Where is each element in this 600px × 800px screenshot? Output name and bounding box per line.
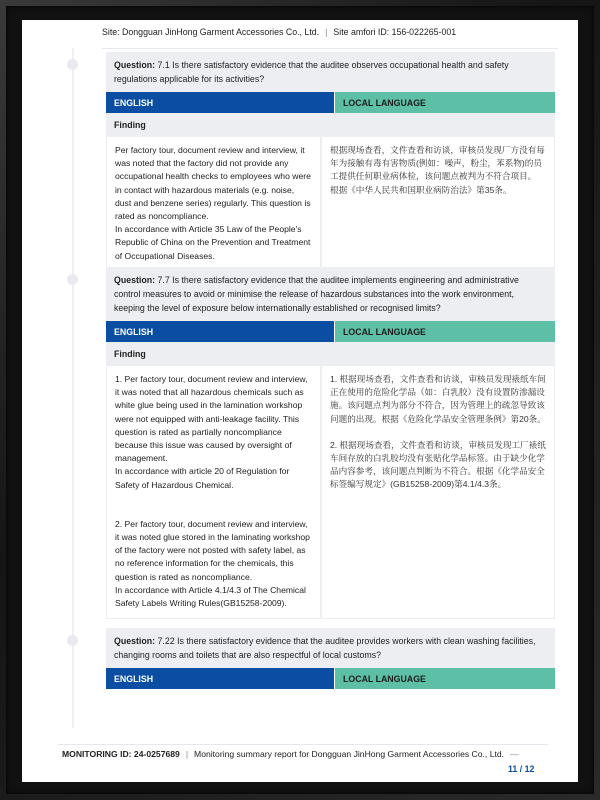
site-amfori-id: Site amfori ID: 156-022265-001 [333, 27, 457, 37]
english-column-header: ENGLISH [106, 92, 335, 113]
page-header [102, 27, 456, 37]
finding-label: Finding [106, 342, 555, 366]
page-number: 11 / 12 [508, 764, 535, 774]
language-header-row [106, 92, 555, 113]
finding-local-text: 根据现场查看，文件查看和访谈，审核员发现厂方没有每年为接触有毒有害物质(例如：噪声，粉尘，苯系物)的员工提供任何职业病体检，该问题点被判为不符合项目。 根据《中华人民共和国职业病防治法》第35条。 [330, 145, 545, 195]
monitoring-id: MONITORING ID: 24-0257689 [62, 749, 180, 759]
timeline-line [72, 48, 74, 728]
timeline-dot [67, 274, 78, 285]
report-title: Monitoring summary report for Dongguan JinHong Garment Accessories Co., Ltd. [194, 749, 505, 759]
finding-row [106, 366, 555, 619]
footer-divider [58, 744, 548, 745]
header-divider [102, 48, 558, 49]
question-block-7-1 [106, 52, 555, 272]
question-body: 7.1 Is there satisfactory evidence that the auditee observes occupational health and safety regulations applicable for its activities? [114, 60, 509, 84]
local-language-column-header: LOCAL LANGUAGE [335, 321, 555, 342]
report-page [22, 20, 578, 782]
english-column-header: ENGLISH [106, 321, 335, 342]
language-header-row [106, 321, 555, 342]
site-name: Site: Dongguan JinHong Garment Accessories Co., Ltd. [102, 27, 320, 37]
finding-english [107, 366, 322, 618]
language-header-row [106, 668, 555, 689]
local-language-column-header: LOCAL LANGUAGE [335, 92, 555, 113]
finding-english-item-2: 2. Per factory tour, document review and interview, it was noted glue stored in the laminating workshop of the factory were not posted with safety label, as no reference information for the chemicals, this question is rated as noncompliance. In accordance with Article 4.1/4.3 of The Chemical Safety Labels Writing Rules(GB15258-2009). [115, 518, 310, 609]
finding-row [106, 137, 555, 272]
question-block-7-22 [106, 628, 555, 689]
question-body: 7.7 Is there satisfactory evidence that the auditee implements engineering and administrative control measures to avoid or minimise the release of hazardous substances into the work environment, keeping the level of exposure below internationally established or recognised limits? [114, 275, 519, 313]
question-text [106, 628, 555, 668]
question-text [106, 52, 555, 92]
footer-dash: — [510, 749, 519, 759]
finding-local [322, 366, 554, 618]
finding-english [107, 137, 322, 271]
question-text [106, 267, 555, 321]
question-prefix: Question: [114, 60, 156, 70]
finding-local-item-2: 2. 根据现场查看，文件查看和访谈，审核员发现工厂裱纸车间存放的白乳胶均没有张贴化学品标签。由于缺少化学品内容参考，该问题点判断为不符合。根据《化学品安全标签编写规定》(GB15258-2009)第4.1/4.3条。 [330, 439, 546, 490]
finding-local [322, 137, 554, 271]
timeline-dot [67, 59, 78, 70]
page-footer [62, 749, 519, 759]
question-prefix: Question: [114, 275, 156, 285]
footer-separator: | [185, 749, 189, 759]
question-body: 7.22 Is there satisfactory evidence that the auditee provides workers with clean washing facilities, changing rooms and toilets that are also respectful of local customs? [114, 636, 536, 660]
timeline-dot [67, 635, 78, 646]
header-separator: | [325, 27, 328, 37]
question-prefix: Question: [114, 636, 156, 646]
local-language-column-header: LOCAL LANGUAGE [335, 668, 555, 689]
finding-english-item-1: 1. Per factory tour, document review and interview, it was noted that all hazardous chemicals such as white glue being used in the lamination workshop were not equipped with anti-leakage facility. This question is rated as partially noncompliance because this issue was caused by oversight of management. In accordance with article 20 of Regulation for Safety of Hazardous Chemical. [115, 374, 308, 490]
finding-english-text: Per factory tour, document review and interview, it was noted that the factory did not provide any occupational health checks to employees who were in contact with hazardous materials (e.g. noise, dust and benzene series) regularly. This question is rated as noncompliance. In accordance with Article 35 Law of the People's Republic of China on the Prevention and Treatment of Occupational Diseases. [115, 145, 311, 261]
finding-local-item-1: 1. 根据现场查看，文件查看和访谈，审核员发现裱纸车间正在使用的危险化学品（如：白乳胶）没有设置防渗漏设施。该问题点判为部分不符合，因为管理上的疏忽导致该问题的出现。根据《危险化学品安全管理条例》第20条。 [330, 374, 546, 424]
question-block-7-7 [106, 267, 555, 619]
finding-label: Finding [106, 113, 555, 137]
english-column-header: ENGLISH [106, 668, 335, 689]
